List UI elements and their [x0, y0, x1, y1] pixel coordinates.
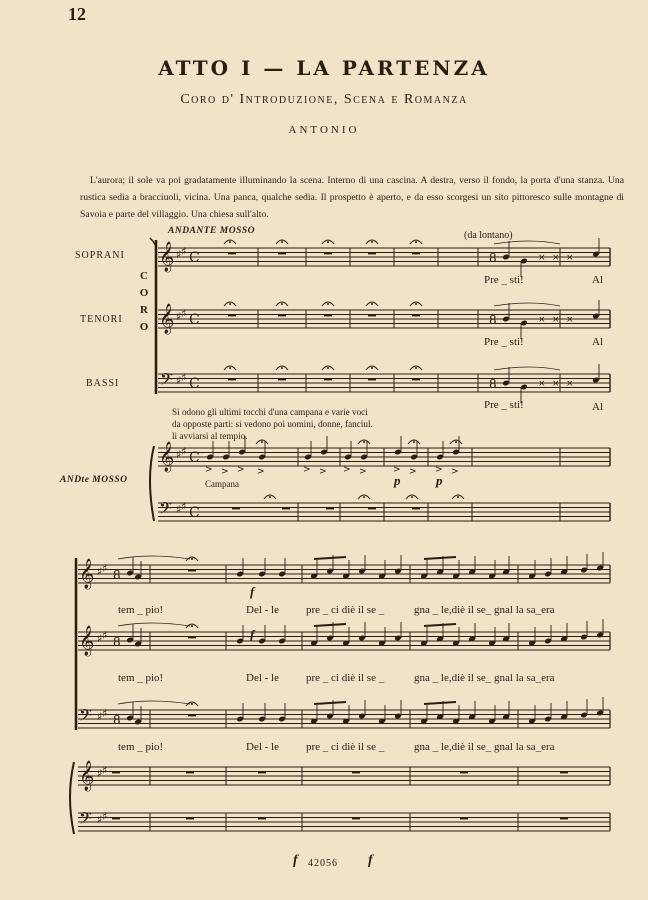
whole-rest: [412, 507, 420, 509]
lyric-s2-tenori-4: gna _ le,diè il se_ gnal la sa_era: [414, 672, 555, 684]
whole-rest: [228, 314, 236, 316]
lyric-s2-bassi-1: tem _ pio!: [118, 741, 164, 753]
act-title: ATTO I — LA PARTENZA: [158, 56, 490, 80]
fermata-dot: [327, 303, 329, 305]
fermata-dot: [413, 441, 415, 443]
lyric-s2-bassi-3: pre _ ci diè il se _: [306, 741, 385, 753]
sharp-icon: ♯: [97, 710, 103, 723]
sharp-icon: ♯: [181, 445, 187, 458]
sharp-icon: ♯: [176, 448, 182, 461]
whole-rest: [324, 378, 332, 380]
fermata-dot: [269, 496, 271, 498]
sharp-icon: ♯: [176, 503, 182, 516]
accent-icon: >: [257, 467, 265, 477]
whole-rest: [188, 569, 196, 571]
whole-rest: [560, 817, 568, 819]
treble-clef-icon: 𝄞: [159, 442, 175, 472]
fermata-dot: [411, 496, 413, 498]
accent-icon: >: [359, 467, 367, 477]
direction-da-lontano: (da lontano): [464, 230, 513, 241]
accent-icon: >: [409, 467, 417, 477]
whole-rest: [278, 252, 286, 254]
footer-dynamic-right: f: [368, 853, 373, 868]
whole-rest: [282, 507, 290, 509]
bass-clef-icon: 𝄢: [159, 498, 172, 522]
whole-rest: [228, 252, 236, 254]
sharp-icon: ♯: [176, 248, 182, 261]
dynamic-forte-1: f: [250, 584, 255, 599]
accent-icon: >: [343, 465, 351, 475]
character-name: ANTONIO: [288, 124, 360, 136]
beam: [424, 557, 456, 559]
fermata-dot: [371, 303, 373, 305]
whole-rest: [186, 817, 194, 819]
lyric-bassi-al: Al: [592, 401, 603, 413]
beam: [314, 702, 346, 704]
fermata-dot: [455, 441, 457, 443]
whole-rest: [368, 378, 376, 380]
accent-icon: >: [435, 465, 443, 475]
whole-rest: [368, 314, 376, 316]
accent-icon: >: [221, 467, 229, 477]
sharp-icon: ♯: [102, 562, 108, 575]
common-time-icon: C: [189, 376, 200, 392]
dynamic-piano-2: p: [436, 473, 443, 488]
time-sig-icon: 8: [489, 251, 497, 265]
whole-rest: [368, 252, 376, 254]
sharp-icon: ♯: [97, 565, 103, 578]
whole-rest: [278, 378, 286, 380]
fermata-dot: [371, 241, 373, 243]
fermata-dot: [191, 625, 193, 627]
sharp-icon: ♯: [102, 810, 108, 823]
fermata-dot: [363, 441, 365, 443]
slur: [118, 623, 190, 626]
lyric-soprani-al: Al: [592, 274, 603, 286]
dynamic-forte-2: f: [250, 627, 255, 642]
treble-clef-icon: 𝄞: [79, 559, 95, 589]
accent-icon: >: [237, 465, 245, 475]
fermata-dot: [415, 303, 417, 305]
slur: [494, 367, 560, 370]
fermata-dot: [371, 367, 373, 369]
sharp-icon: ♯: [97, 767, 103, 780]
treble-clef-icon: 𝄞: [79, 626, 95, 656]
sharp-icon: ♯: [181, 245, 187, 258]
fermata-dot: [327, 367, 329, 369]
campana-label: Campana: [205, 479, 239, 489]
whole-rest: [352, 771, 360, 773]
piano-brace: [70, 762, 74, 834]
accent-icon: >: [319, 467, 327, 477]
lyric-s2-soprani-3: pre _ ci diè il se _: [306, 604, 385, 616]
accent-icon: >: [393, 465, 401, 475]
fermata-dot: [281, 241, 283, 243]
lyric-bassi-presti: Pre _ sti!: [484, 399, 524, 411]
x-note-icon: ⨯: [552, 253, 560, 263]
slur: [118, 556, 190, 559]
footer-dynamic-left: f: [293, 853, 298, 868]
tempo-marking: ANDANTE MOSSO: [168, 226, 256, 236]
lyric-tenori-al: Al: [592, 336, 603, 348]
x-note-icon: ⨯: [538, 315, 546, 325]
lyric-s2-tenori-3: pre _ ci diè il se _: [306, 672, 385, 684]
sharp-icon: ♯: [102, 629, 108, 642]
time-sig-icon: 8: [489, 313, 497, 327]
beam: [314, 557, 346, 559]
time-sig-icon: 8: [113, 635, 121, 649]
whole-rest: [112, 817, 120, 819]
piano-tempo-label: ANDte MOSSO: [60, 475, 128, 485]
fermata-dot: [191, 558, 193, 560]
piano-brace: [150, 446, 154, 521]
lyric-s2-soprani-1: tem _ pio!: [118, 604, 164, 616]
sharp-icon: ♯: [97, 813, 103, 826]
lyric-s2-soprani-2: Del - le: [246, 604, 279, 616]
treble-clef-icon: 𝄞: [159, 304, 175, 334]
sharp-icon: ♯: [181, 500, 187, 513]
common-time-icon: C: [189, 250, 200, 266]
sharp-icon: ♯: [181, 371, 187, 384]
bass-clef-icon: 𝄢: [79, 808, 92, 832]
sharp-icon: ♯: [181, 307, 187, 320]
lyric-tenori-presti: Pre _ sti!: [484, 336, 524, 348]
coro-label: CORO: [139, 270, 149, 333]
x-note-icon: ⨯: [538, 253, 546, 263]
whole-rest: [258, 771, 266, 773]
whole-rest: [188, 636, 196, 638]
whole-rest: [412, 314, 420, 316]
sharp-icon: ♯: [97, 632, 103, 645]
whole-rest: [228, 378, 236, 380]
lyric-s2-tenori-1: tem _ pio!: [118, 672, 164, 684]
common-time-icon: C: [189, 450, 200, 466]
beam: [424, 624, 456, 626]
part-label-tenori: TENORI: [80, 314, 123, 325]
whole-rest: [112, 771, 120, 773]
x-note-icon: ⨯: [566, 253, 574, 263]
fermata-dot: [281, 303, 283, 305]
common-time-icon: C: [189, 505, 200, 521]
whole-rest: [278, 314, 286, 316]
fermata-dot: [191, 703, 193, 705]
time-sig-icon: 8: [113, 713, 121, 727]
whole-rest: [460, 771, 468, 773]
page-number: 12: [68, 4, 86, 24]
time-sig-icon: 8: [113, 568, 121, 582]
part-label-bassi: BASSI: [86, 378, 120, 389]
whole-rest: [186, 771, 194, 773]
bass-clef-icon: 𝄢: [160, 369, 173, 393]
fermata-dot: [261, 441, 263, 443]
part-label-soprani: SOPRANI: [75, 250, 125, 261]
stage-directions: L'aurora; il sole va poi gradatamente illuminando la scena. Interno di una cascina. A destra, verso il fondo, la porta d'una stanza. Una rustica sedia a bracciuoli, vicina. Una panca, qualche sedia. Il prospetto è aperto, e da esso scorgesi un sito pittoresco sulle montagne di Savoia e parte del villaggio. Una chiesa sull'alto.: [80, 175, 624, 220]
whole-rest: [352, 817, 360, 819]
whole-rest: [326, 507, 334, 509]
x-note-icon: ⨯: [552, 379, 560, 389]
x-note-icon: ⨯: [566, 315, 574, 325]
whole-rest: [258, 817, 266, 819]
fermata-dot: [281, 367, 283, 369]
sharp-icon: ♯: [176, 310, 182, 323]
slur: [494, 303, 560, 306]
fermata-dot: [415, 241, 417, 243]
fermata-dot: [457, 496, 459, 498]
accent-icon: >: [205, 465, 213, 475]
lyric-s2-bassi-4: gna _ le,diè il se_ gnal la sa_era: [414, 741, 555, 753]
treble-clef-icon: 𝄞: [159, 242, 175, 272]
fermata-dot: [229, 303, 231, 305]
slur: [494, 241, 560, 244]
accent-icon: >: [451, 467, 459, 477]
x-note-icon: ⨯: [566, 379, 574, 389]
sharp-icon: ♯: [102, 707, 108, 720]
sharp-icon: ♯: [102, 764, 108, 777]
bass-clef-icon: 𝄢: [79, 705, 92, 729]
accent-icon: >: [303, 465, 311, 475]
whole-rest: [232, 507, 240, 509]
fermata-dot: [229, 241, 231, 243]
fermata-dot: [415, 367, 417, 369]
treble-clef-icon: 𝄞: [79, 761, 95, 791]
whole-rest: [324, 314, 332, 316]
whole-rest: [188, 714, 196, 716]
lyric-soprani-presti: Pre _ sti!: [484, 274, 524, 286]
whole-rest: [412, 252, 420, 254]
whole-rest: [324, 252, 332, 254]
lyric-s2-soprani-4: gna _ le,diè il se_ gnal la sa_era: [414, 604, 555, 616]
x-note-icon: ⨯: [538, 379, 546, 389]
beam: [424, 702, 456, 704]
common-time-icon: C: [189, 312, 200, 328]
scene-subtitle: Coro d' Introduzione, Scena e Romanza: [180, 92, 468, 107]
sharp-icon: ♯: [176, 374, 182, 387]
slur: [118, 701, 190, 704]
fermata-dot: [363, 496, 365, 498]
fermata-dot: [327, 241, 329, 243]
fermata-dot: [229, 367, 231, 369]
whole-rest: [460, 817, 468, 819]
whole-rest: [412, 378, 420, 380]
stage-note: Si odono gli ultimi tocchi d'una campana e varie voci da opposte parti: si vedono poi uomini, donne, fanciul. li avviarsi al tempio.: [172, 407, 373, 441]
lyric-s2-tenori-2: Del - le: [246, 672, 279, 684]
whole-rest: [560, 771, 568, 773]
dynamic-piano-1: p: [394, 473, 401, 488]
beam: [314, 624, 346, 626]
footer-catalog-number: 42056: [308, 858, 338, 869]
time-sig-icon: 8: [489, 377, 497, 391]
x-note-icon: ⨯: [552, 315, 560, 325]
lyric-s2-bassi-2: Del - le: [246, 741, 279, 753]
whole-rest: [368, 507, 376, 509]
